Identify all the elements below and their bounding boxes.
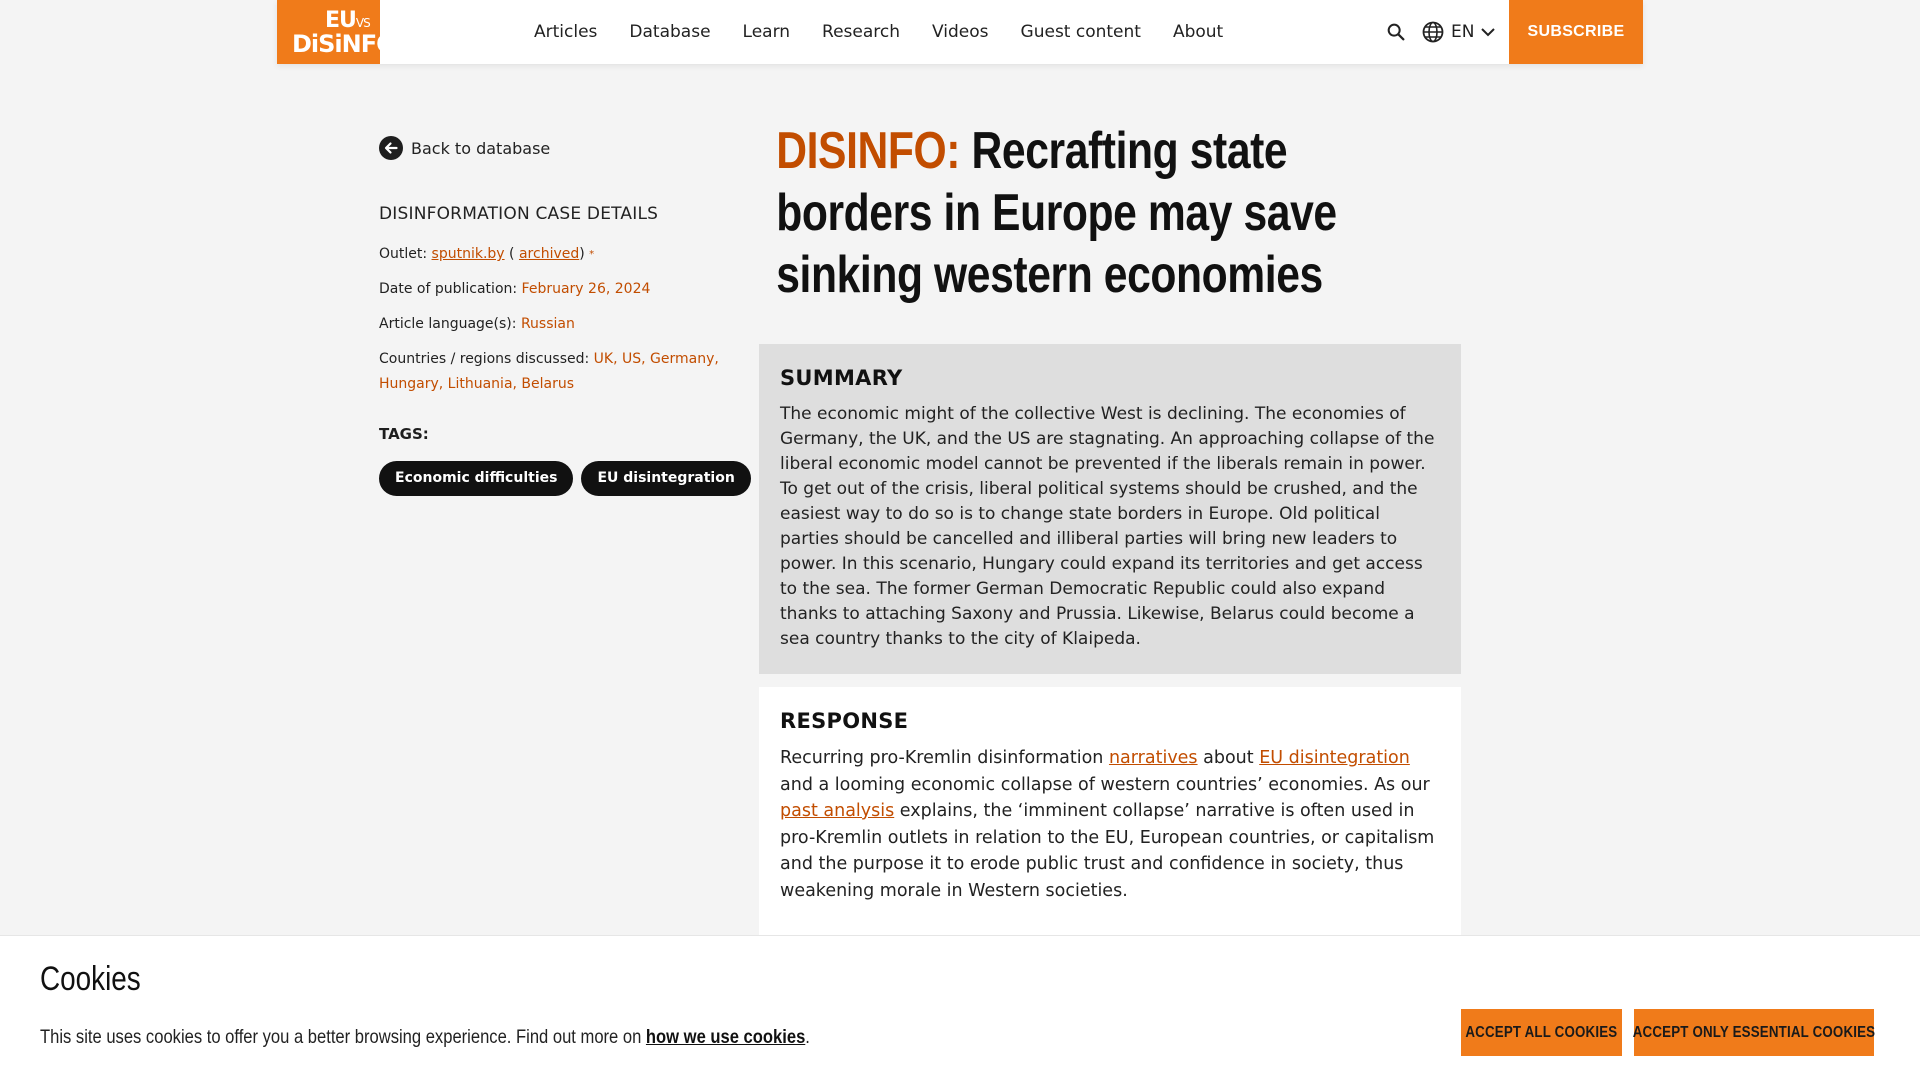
- detail-outlet: [379, 242, 739, 267]
- case-details-title: DISINFORMATION CASE DETAILS: [379, 204, 659, 224]
- countries-value: UK, US, Germany, Hungary, Lithuania, Belarus: [379, 351, 719, 392]
- summary-section: [759, 344, 1461, 674]
- title-prefix: DISINFO:: [776, 122, 961, 180]
- outlet-asterisk: *: [589, 249, 595, 260]
- language-selector[interactable]: [1421, 20, 1496, 44]
- subscribe-button[interactable]: SUBSCRIBE: [1509, 0, 1643, 64]
- header-tools: [1385, 0, 1496, 64]
- language-label: Article language(s):: [379, 316, 517, 332]
- logo-text-bottom: DiSiNFO: [292, 30, 396, 58]
- cookie-text-end: .: [805, 1026, 810, 1048]
- countries-label: Countries / regions discussed:: [379, 351, 590, 367]
- date-value: February 26, 2024: [521, 281, 651, 297]
- title-text: Recrafting state borders in Europe may save sinking western economies: [776, 122, 1337, 304]
- accept-all-cookies-button[interactable]: [1461, 1009, 1622, 1056]
- cookie-title: Cookies: [40, 960, 141, 998]
- outlet-label: Outlet:: [379, 246, 428, 262]
- back-label: Back to database: [411, 138, 551, 158]
- page-title: [759, 120, 1423, 306]
- nav-about[interactable]: About: [1172, 22, 1224, 42]
- accept-all-label: ACCEPT ALL COOKIES: [1465, 1023, 1618, 1041]
- eu-disintegration-link[interactable]: EU disintegration: [1259, 748, 1410, 768]
- outlet-link[interactable]: sputnik.by: [431, 246, 505, 262]
- tags-title: TAGS:: [379, 425, 429, 443]
- logo-text-top: EU: [325, 8, 356, 33]
- nav-articles[interactable]: Articles: [534, 22, 598, 42]
- main-nav: [534, 0, 1223, 64]
- detail-date: [379, 277, 739, 302]
- narratives-link[interactable]: narratives: [1108, 748, 1198, 768]
- nav-research[interactable]: Research: [822, 22, 901, 42]
- chevron-down-icon: [1480, 24, 1496, 40]
- response-text-part: explains, the ‘imminent collapse’ narrative is often used in pro-Kremlin outlets in relation to the EU, European countries, or capitalism and the purpose it to erode public trust and confidence in society, thus weakening morale in Western societies.: [780, 801, 1435, 901]
- outlet-paren-close: ): [579, 246, 585, 262]
- tag-economic-difficulties[interactable]: Economic difficulties: [379, 461, 573, 496]
- cookie-banner: [0, 935, 1920, 1080]
- tags-list: [379, 461, 739, 496]
- logo-text-vs: VS: [355, 16, 370, 30]
- language-value: Russian: [520, 316, 575, 332]
- globe-icon: [1421, 20, 1445, 44]
- response-text-part: and a looming economic collapse of western countries’ economies. As our: [780, 774, 1430, 795]
- response-text-part: about: [1197, 748, 1260, 768]
- summary-title: SUMMARY: [780, 366, 903, 390]
- site-logo[interactable]: [277, 0, 396, 64]
- nav-database[interactable]: Database: [629, 22, 711, 42]
- back-to-database-link[interactable]: [379, 136, 739, 160]
- case-sidebar: [379, 136, 739, 496]
- detail-countries: [379, 347, 739, 397]
- cookie-text-body: This site uses cookies to offer you a better browsing experience. Find out more on: [40, 1026, 646, 1048]
- site-header: [277, 0, 1643, 64]
- cookie-text: [40, 1026, 810, 1049]
- archived-link[interactable]: archived: [518, 246, 580, 262]
- nav-videos[interactable]: Videos: [932, 22, 989, 42]
- past-analysis-link[interactable]: past analysis: [780, 801, 895, 821]
- language-label: EN: [1451, 22, 1475, 42]
- response-text: [780, 745, 1440, 904]
- accept-essential-label: ACCEPT ONLY ESSENTIAL COOKIES: [1632, 1023, 1876, 1041]
- tag-eu-disintegration[interactable]: EU disintegration: [581, 461, 750, 496]
- detail-language: [379, 312, 739, 337]
- outlet-paren-open: (: [509, 246, 515, 262]
- nav-learn[interactable]: Learn: [742, 22, 791, 42]
- accept-essential-cookies-button[interactable]: [1634, 1009, 1874, 1056]
- arrow-left-icon: [379, 136, 403, 160]
- search-icon[interactable]: [1385, 21, 1407, 43]
- case-main: [759, 120, 1461, 901]
- nav-guest-content[interactable]: Guest content: [1020, 22, 1141, 42]
- response-text-part: Recurring pro-Kremlin disinformation: [780, 748, 1109, 768]
- summary-text: The economic might of the collective West is declining. The economies of Germany, the UK, and the US are stagnating. An approaching collapse of the liberal economic model cannot be prevented if the liberals remain in power. To get out of the crisis, liberal political systems should be crushed, and the easiest way to do so is to change state borders in Europe. Old political parties should be cancelled and illiberal parties will bring new leaders to power. In this scenario, Hungary could expand its territories and get access to the sea. The former German Democratic Republic could also expand thanks to attaching Saxony and Prussia. Likewise, Belarus could become a sea country thanks to the city of Klaipeda.: [780, 404, 1435, 649]
- response-title: RESPONSE: [780, 709, 909, 733]
- date-label: Date of publication:: [379, 281, 518, 297]
- cookie-policy-link[interactable]: how we use cookies: [645, 1026, 806, 1048]
